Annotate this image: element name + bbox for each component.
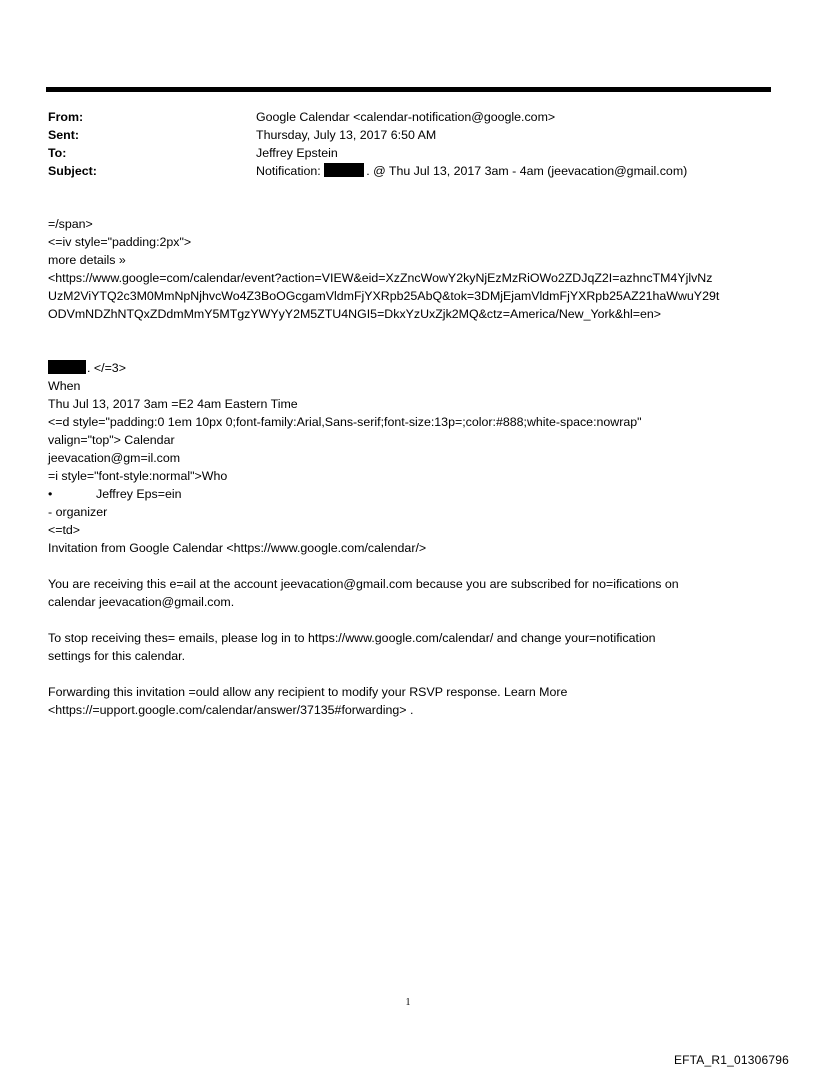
from-value: Google Calendar <calendar-notification@google.com> xyxy=(256,110,556,124)
invitation-line[interactable]: Invitation from Google Calendar <https://www.google.com/calendar/> xyxy=(48,541,427,555)
redaction-box xyxy=(48,360,86,374)
to-row xyxy=(48,144,788,162)
to-value: Jeffrey Epstein xyxy=(256,146,338,160)
sent-value: Thursday, July 13, 2017 6:50 AM xyxy=(256,128,437,142)
redaction-box xyxy=(324,163,364,177)
from-row xyxy=(48,108,788,126)
when-label: When xyxy=(48,379,81,393)
email-header xyxy=(48,108,788,180)
from-label: From: xyxy=(48,110,84,124)
subject-label: Subject: xyxy=(48,164,97,178)
email-body xyxy=(48,215,778,719)
attendee-name: Jeffrey Eps=ein xyxy=(96,487,182,501)
organizer-label: - organizer xyxy=(48,505,108,519)
receiving-notice: calendar jeevacation@gmail.com. xyxy=(48,595,235,609)
body-line: =/span> xyxy=(48,217,93,231)
calendar-label: valign="top"> Calendar xyxy=(48,433,175,447)
who-label: =i style="font-style:normal">Who xyxy=(48,469,228,483)
subject-suffix: . @ Thu Jul 13, 2017 3am - 4am (jeevacation@gmail.com) xyxy=(366,164,688,178)
body-line: <=iv style="padding:2px"> xyxy=(48,235,192,249)
event-title-line xyxy=(48,359,778,377)
page-number: 1 xyxy=(405,997,411,1008)
sent-label: Sent: xyxy=(48,128,79,142)
forwarding-notice: Forwarding this invitation =ould allow any recipient to modify your RSVP response. Learn More xyxy=(48,685,568,699)
sent-row xyxy=(48,126,788,144)
subject-value xyxy=(256,162,687,180)
subject-prefix: Notification: xyxy=(256,164,321,178)
learn-more-link[interactable]: <https://=upport.google.com/calendar/answer/37135#forwarding> . xyxy=(48,703,414,717)
header-rule xyxy=(46,87,771,92)
bullet-icon: • xyxy=(48,487,53,501)
body-line: <=d style="padding:0 1em 10px 0;font-family:Arial,Sans-serif;font-size:13p=;color:#888;white-space:nowrap" xyxy=(48,415,642,429)
more-details-link[interactable]: more details » xyxy=(48,253,126,267)
event-title-suffix: . </=3> xyxy=(87,361,126,375)
event-url-line[interactable]: UzM2ViYTQ2c3M0MmNpNjhvcWo4Z3BoOGcgamVldmFjYXRpb25AbQ&tok=3DMjEjamVldmFjYXRpb25AZ21haWwuY29t xyxy=(48,289,720,303)
event-url-line[interactable]: <https://www.google=com/calendar/event?action=VIEW&eid=XzZncWowY2kyNjEzMzRiOWo2ZDJqZ2I=azhncTM4YjlvNz xyxy=(48,271,713,285)
attendee-item xyxy=(48,485,778,503)
body-line: <=td> xyxy=(48,523,81,537)
event-url-line[interactable]: ODVmNDZhNTQxZDdmMmY5MTgzYWYyY2M5ZTU4NGI5=DkxYzUxZjk2MQ&ctz=America/New_York&hl=en> xyxy=(48,307,662,321)
calendar-email: jeevacation@gm=il.com xyxy=(48,451,181,465)
stop-notice: To stop receiving thes= emails, please log in to https://www.google.com/calendar/ and change your=notification xyxy=(48,631,656,645)
to-label: To: xyxy=(48,146,67,160)
stop-notice: settings for this calendar. xyxy=(48,649,186,663)
document-id: EFTA_R1_01306796 xyxy=(673,1053,789,1067)
when-value: Thu Jul 13, 2017 3am =E2 4am Eastern Time xyxy=(48,397,298,411)
subject-row xyxy=(48,162,788,180)
receiving-notice: You are receiving this e=ail at the account jeevacation@gmail.com because you are subscribed for no=ifications on xyxy=(48,577,679,591)
